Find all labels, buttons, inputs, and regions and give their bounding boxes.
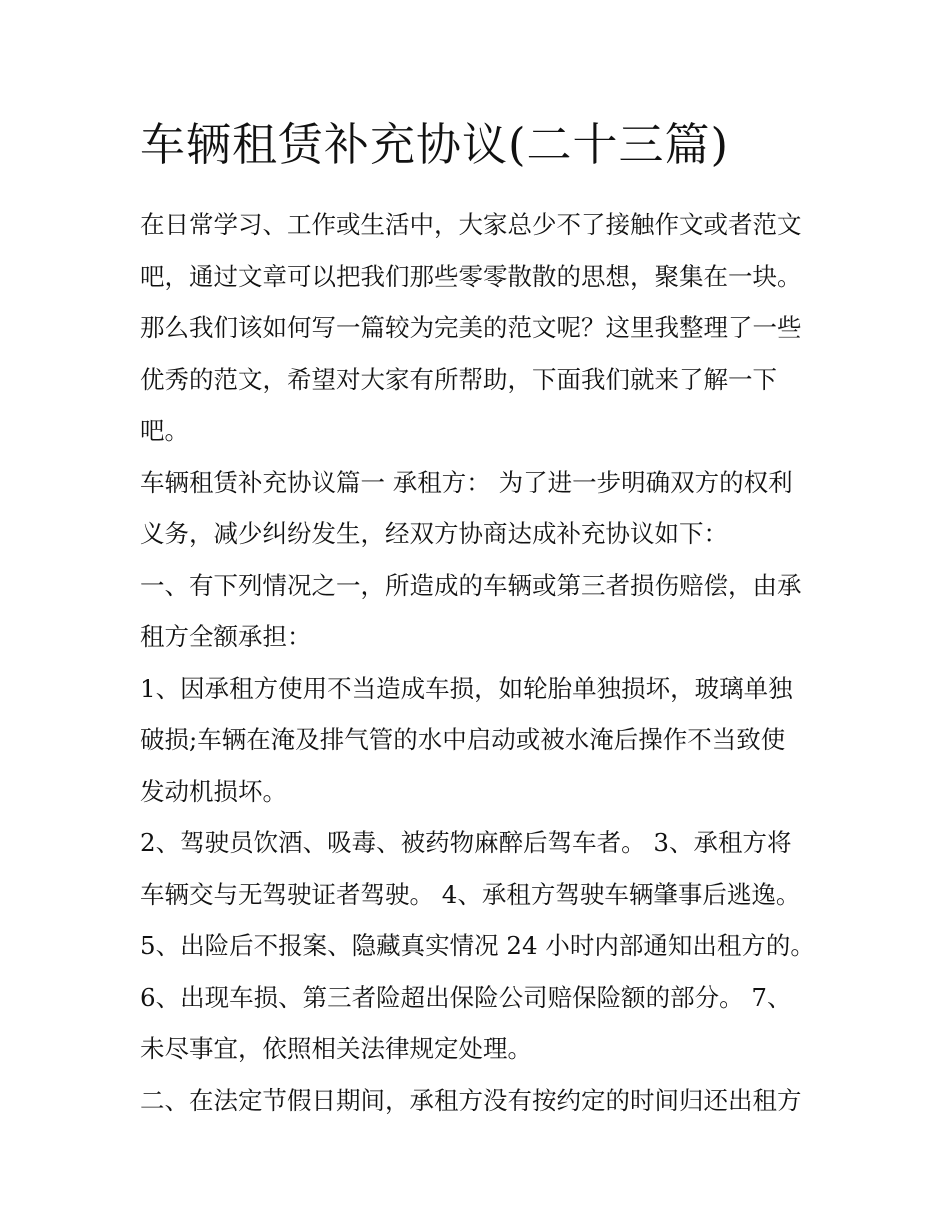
paragraph-clause-1: 一、有下列情况之一，所造成的车辆或第三者损伤赔偿，由承 租方全额承担： [140, 570, 802, 651]
paragraph-items-2-7: 2、驾驶员饮酒、吸毒、被药物麻醉后驾车者。 3、承租方将 车辆交与无驾驶证者驾驶。 4、承租方驾驶车辆肇事后逃逸。 5、出险后不报案、隐藏真实情况 24 小时内部通知出租方的。 6、出现车损、第三者险超出保险公司赔保险额的部分。 7、 未尽事宜，依照相关法律规定处理。 [140, 828, 815, 1063]
paragraph-clause-2: 二、在法定节假日期间，承租方没有按约定的时间归还出租方 [140, 1085, 802, 1115]
paragraph-intro: 在日常学习、工作或生活中，大家总少不了接触作文或者范文 吧，通过文章可以把我们那些零零散散的思想，聚集在一块。 那么我们该如何写一篇较为完美的范文呢？这里我整理了一些 优秀的范文，希望对大家有所帮助，下面我们就来了解一下 吧。 [140, 210, 802, 445]
document-body [140, 199, 820, 1126]
paragraph-item-1: 1、因承租方使用不当造成车损，如轮胎单独损坏，玻璃单独 破损;车辆在淹及排气管的水中启动或被水淹后操作不当致使 发动机损坏。 [140, 673, 793, 806]
document-title: 车辆租赁补充协议(二十三篇) [140, 118, 730, 171]
paragraph-agreement-preamble: 车辆租赁补充协议篇一 承租方： 为了进一步明确双方的权利 义务，减少纠纷发生，经双方协商达成补充协议如下： [140, 467, 793, 548]
